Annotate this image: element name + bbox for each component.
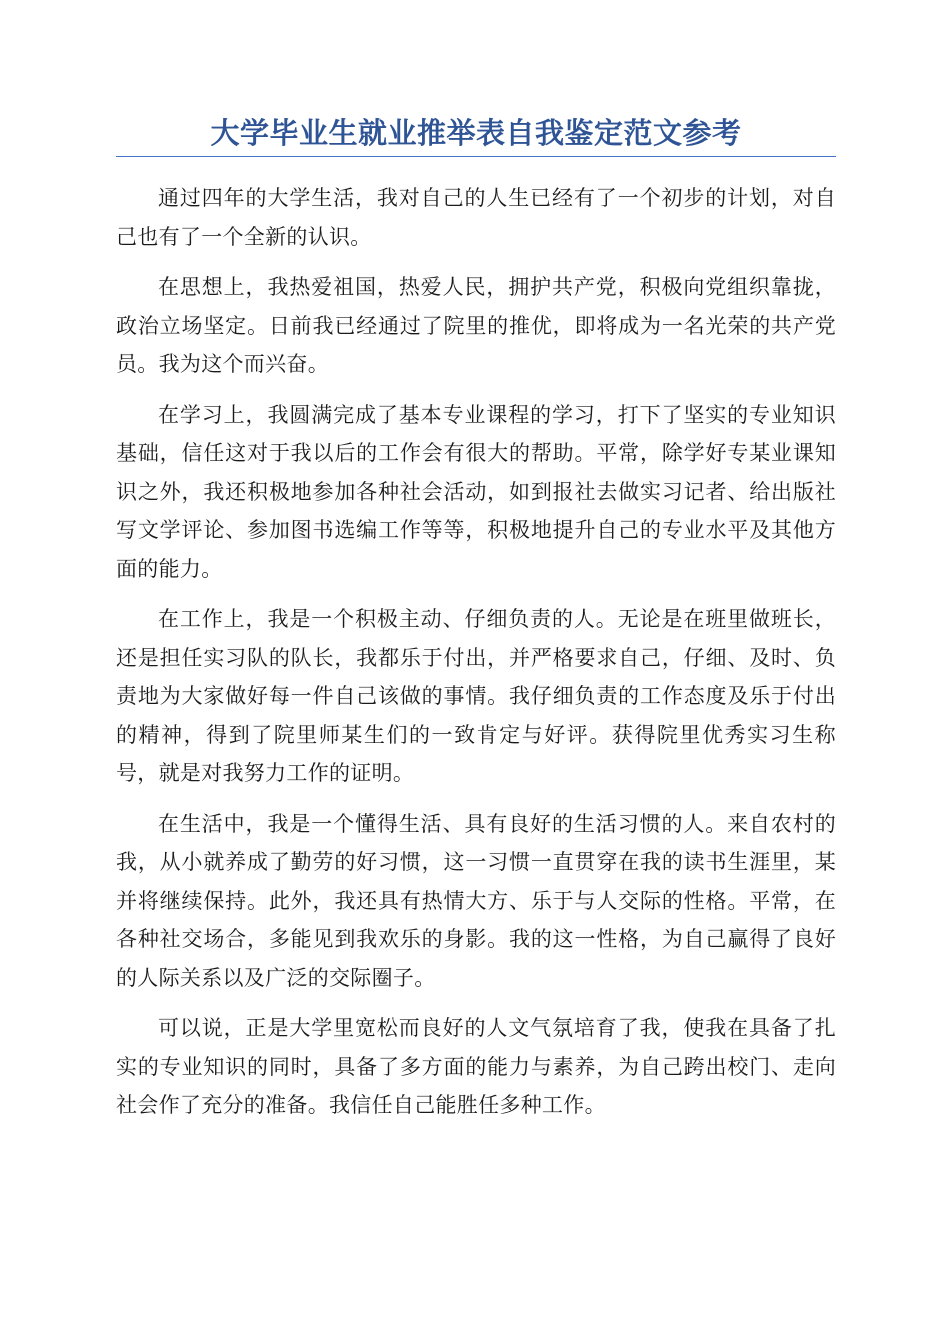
document-body bbox=[116, 179, 836, 1125]
document-title: 大学毕业生就业推举表自我鉴定范文参考 bbox=[116, 112, 836, 157]
paragraph-4: 在工作上，我是一个积极主动、仔细负责的人。无论是在班里做班长，还是担任实习队的队长，我都乐于付出，并严格要求自己，仔细、及时、负责地为大家做好每一件自己该做的事情。我仔细负责的工作态度及乐于付出的精神，得到了院里师某生们的一致肯定与好评。获得院里优秀实习生称号，就是对我努力工作的证明。 bbox=[116, 607, 836, 785]
document-page bbox=[116, 112, 836, 1137]
paragraph-1: 通过四年的大学生活，我对自己的人生已经有了一个初步的计划，对自己也有了一个全新的认识。 bbox=[116, 186, 836, 249]
paragraph-3: 在学习上，我圆满完成了基本专业课程的学习，打下了坚实的专业知识基础，信任这对于我以后的工作会有很大的帮助。平常，除学好专某业课知识之外，我还积极地参加各种社会活动，如到报社去做实习记者、给出版社写文学评论、参加图书选编工作等等，积极地提升自己的专业水平及其他方面的能力。 bbox=[116, 402, 836, 581]
paragraph-6: 可以说，正是大学里宽松而良好的人文气氛培育了我，使我在具备了扎实的专业知识的同时，具备了多方面的能力与素养，为自己跨出校门、走向社会作了充分的准备。我信任自己能胜任多种工作。 bbox=[116, 1016, 836, 1117]
paragraph-5: 在生活中，我是一个懂得生活、具有良好的生活习惯的人。来自农村的我，从小就养成了勤劳的好习惯，这一习惯一直贯穿在我的读书生涯里，某并将继续保持。此外，我还具有热情大方、乐于与人交际的性格。平常，在各种社交场合，多能见到我欢乐的身影。我的这一性格，为自己赢得了良好的人际关系以及广泛的交际圈子。 bbox=[116, 811, 836, 990]
paragraph-2: 在思想上，我热爱祖国，热爱人民，拥护共产党，积极向党组织靠拢，政治立场坚定。日前我已经通过了院里的推优，即将成为一名光荣的共产党员。我为这个而兴奋。 bbox=[116, 275, 836, 376]
